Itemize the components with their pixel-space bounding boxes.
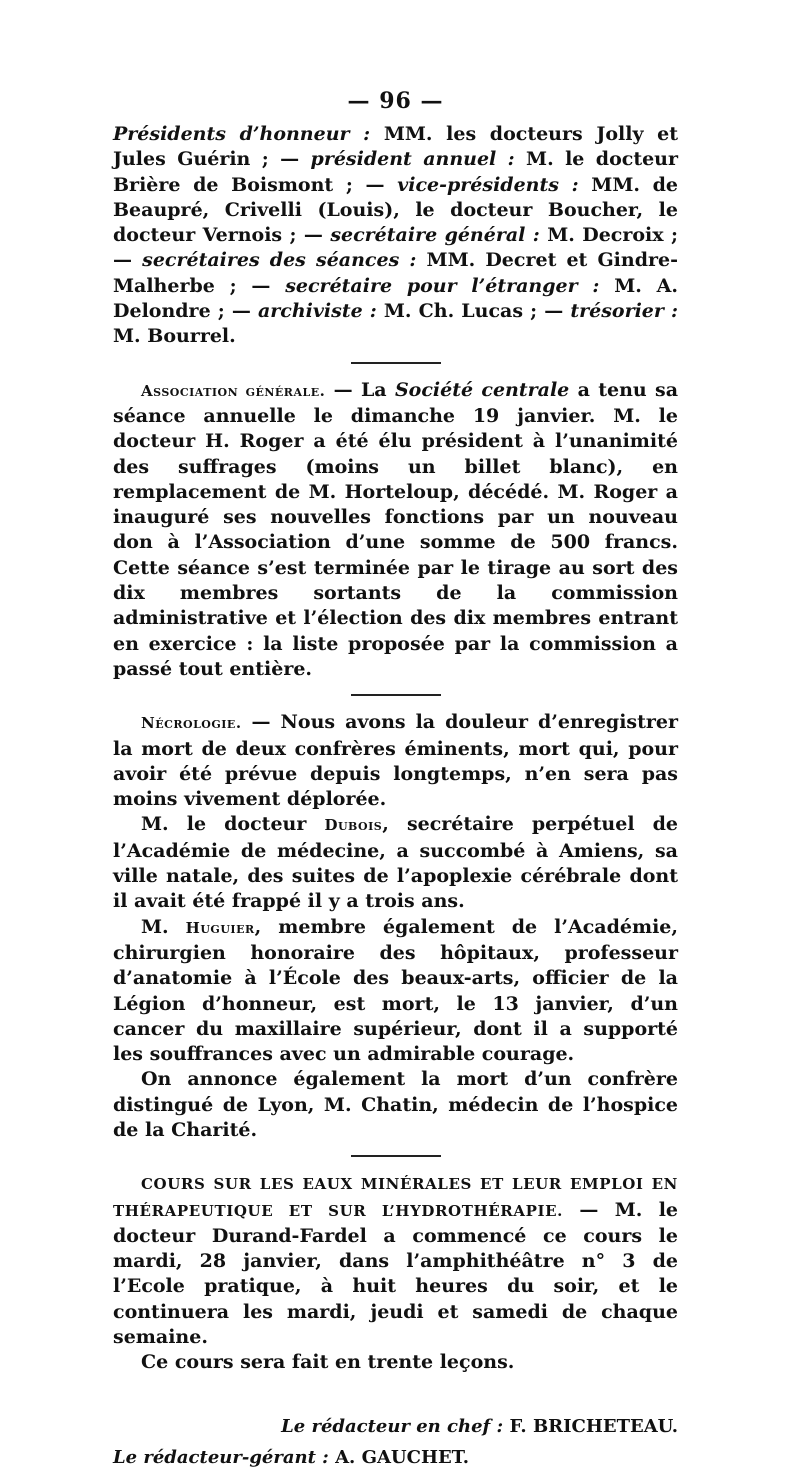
officers-paragraph (113, 122, 678, 350)
editor-label: Le rédacteur en chef : (281, 1415, 504, 1437)
officer-text: M. Ch. Lucas ; — (376, 300, 571, 323)
necrologie-chatin: On annonce également la mort d’un confrère distingué de Lyon, M. Chatin, médecin de l’hospice de la Charité. (113, 1068, 678, 1141)
officer-text: MM. Decret et Gindre-Malherbe ; — (113, 249, 678, 297)
page-number: — 96 — (347, 88, 444, 114)
person-name: Huguier (185, 918, 255, 937)
officer-role: trésorier : (570, 300, 679, 323)
text-run: , secrétaire perpétuel de l’Académie de médecine, a succombé à Amiens, sa ville natale, des suites de l’apoplexie cérébrale dont il avait été frappé il y a trois ans. (113, 813, 679, 913)
editor-name: F. BRICHETEAU. (503, 1415, 678, 1437)
officer-role: secrétaires des séances : (142, 249, 417, 272)
manager-label: Le rédacteur-gérant : (113, 1446, 329, 1468)
cours-lessons: Ce cours sera fait en trente leçons. (141, 1351, 515, 1374)
association-text: a tenu sa séance annuelle le dimanche 19 janvier. M. le docteur H. Roger a été élu président à l’unanimité des suffrages (moins un billet blanc), en remplacement de M. Horteloup, décédé. M. Roger a inauguré ses nouvelles fonctions par un nouveau don à l’Association d’une somme de 500 francs. Cette séance s’est terminée par le tirage au sort des dix membres sortants de la commission administrative et l’élection des dix membres entrant en exercice : la liste proposée par la commission a passé tout entière. (113, 378, 679, 680)
association-dash: — La (325, 378, 395, 401)
officer-role: secrétaire pour l’étranger : (285, 274, 600, 297)
section-heading-association: Association générale. (141, 381, 326, 400)
section-divider (351, 694, 441, 696)
manager-signature (113, 1447, 678, 1468)
officer-text: M. A. Delondre ; — (113, 274, 678, 323)
text-run: M. (141, 915, 186, 938)
officer-role: secrétaire général : (330, 224, 540, 247)
necrologie-dubois (113, 812, 678, 914)
text-run: M. le docteur (141, 813, 325, 836)
text-run: , membre également de l’Académie, chirurgien honoraire des hôpitaux, professeur d’anatomie à l’École des beaux-arts, officier de la Légion d’honneur, est mort, le 13 janvier, d’un cancer du maxillaire supérieur, dont il a supporté les souffrances avec un admirable courage. (113, 915, 678, 1066)
necrologie-text: — Nous avons la douleur d’enregistrer la mort de deux confrères éminents, mort qui, pour avoir été prévue depuis longtemps, n’en sera pas moins vivement déplorée. (113, 711, 678, 811)
cours-paragraph (113, 1171, 678, 1350)
officer-text: MM. les docteurs Jolly et Jules Guérin ; — (113, 123, 678, 171)
association-paragraph (113, 378, 678, 683)
necrologie-intro (113, 710, 678, 812)
page-body (113, 88, 678, 1468)
text-run: — M. le docteur Durand-Fardel a commencé ce cours le mardi, 28 janvier, dans l’amphithéâtre n° 3 de l’Ecole pratique, à huit heures du soir, et le continuera les mardi, jeudi et samedi de chaque semaine. (113, 1198, 679, 1349)
officer-role: archiviste : (257, 300, 377, 323)
manager-name: A. GAUCHET. (328, 1446, 470, 1468)
necrologie-huguier (113, 915, 678, 1068)
officer-text: M. Decroix ; — (113, 224, 679, 272)
section-heading-necrologie: Nécrologie. (141, 714, 242, 733)
section-divider (351, 1155, 441, 1157)
society-name: Société centrale (394, 378, 570, 401)
person-name: Dubois (324, 816, 383, 835)
officer-text: MM. de Beaupré, Crivelli (Louis), le docteur Boucher, le docteur Vernois ; — (113, 173, 678, 247)
section-heading-cours: COURS SUR LES EAUX MINÉRALES ET LEUR EMPLOI EN THÉRAPEUTIQUE ET SUR L’HYDROTHÉRAPIE. (113, 1175, 678, 1220)
officer-text: M. Bourrel. (113, 325, 236, 348)
officer-role: Présidents d’honneur : (113, 123, 371, 145)
officer-role: vice-présidents : (397, 173, 579, 196)
officer-text: M. le docteur Brière de Boismont ; — (113, 148, 679, 196)
section-divider (351, 362, 441, 364)
officer-role: président annuel : (310, 148, 515, 171)
editor-signature (113, 1416, 678, 1437)
